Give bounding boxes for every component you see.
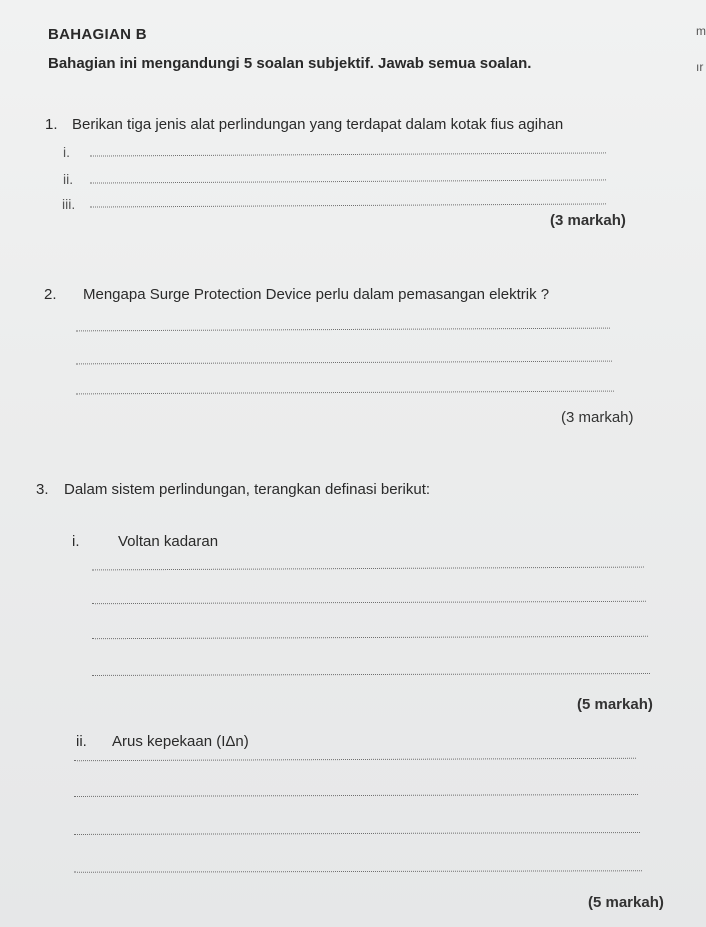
question-1-text: Berikan tiga jenis alat perlindungan yang terdapat dalam kotak fius agihan: [72, 116, 564, 133]
question-1-number: 1.: [45, 116, 58, 133]
question-3-number: 3.: [36, 481, 49, 498]
q1-item-i-label: i.: [63, 144, 70, 160]
q3-i-answer-line-4[interactable]: [92, 673, 650, 676]
q3-ii-answer-line-4[interactable]: [74, 870, 642, 872]
question-2-number: 2.: [44, 286, 57, 303]
q3-ii-answer-line-3[interactable]: [74, 832, 640, 835]
q2-answer-line-3[interactable]: [76, 391, 614, 395]
q3-i-answer-line-2[interactable]: [92, 601, 646, 604]
q2-answer-line-2[interactable]: [76, 361, 612, 365]
q1-item-iii-label: iii.: [62, 196, 76, 212]
q1-marks: (3 markah): [550, 212, 626, 229]
q3-ii-answer-line-2[interactable]: [74, 794, 638, 797]
question-2-text: Mengapa Surge Protection Device perlu dalam pemasangan elektrik ?: [83, 286, 550, 303]
q2-answer-line-1[interactable]: [76, 328, 610, 332]
q3-part-i-label: i.: [72, 533, 80, 550]
instruction-text: Bahagian ini mengandungi 5 soalan subjektif. Jawab semua soalan.: [48, 55, 532, 72]
q3-part-ii-marks: (5 markah): [588, 894, 664, 911]
edge-mark: ır: [696, 60, 704, 74]
q3-part-i-text: Voltan kadaran: [118, 533, 219, 550]
q2-marks: (3 markah): [561, 409, 634, 426]
section-title: BAHAGIAN B: [48, 26, 147, 43]
q3-i-answer-line-3[interactable]: [92, 636, 648, 639]
q1-answer-line-1[interactable]: [90, 152, 606, 156]
q3-i-answer-line-1[interactable]: [92, 567, 644, 571]
q1-answer-line-3[interactable]: [90, 203, 606, 207]
q3-part-ii-label: ii.: [76, 733, 87, 750]
question-3-text: Dalam sistem perlindungan, terangkan definasi berikut:: [64, 481, 431, 498]
q3-part-i-marks: (5 markah): [577, 696, 653, 713]
q1-answer-line-2[interactable]: [90, 179, 606, 183]
q3-part-ii-text: Arus kepekaan (IΔn): [112, 733, 249, 750]
edge-mark: m: [696, 24, 706, 38]
q1-item-ii-label: ii.: [63, 171, 74, 187]
q3-ii-answer-line-1[interactable]: [74, 758, 636, 761]
